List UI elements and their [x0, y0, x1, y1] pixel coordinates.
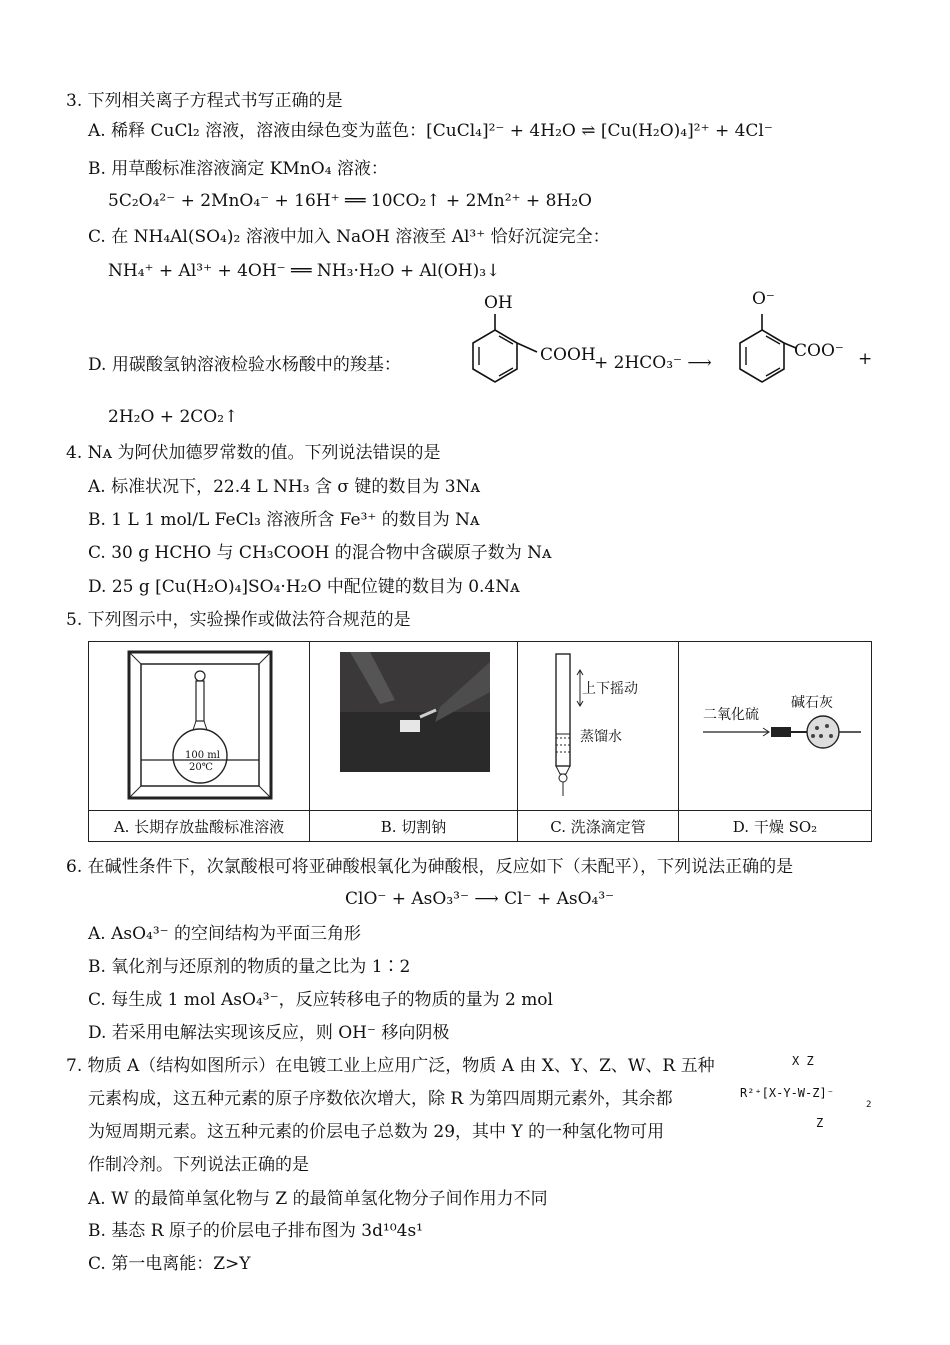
q3-option-a: A. 稀释 CuCl₂ 溶液，溶液由绿色变为蓝色：[CuCl₄]²⁻ + 4H₂O ⇌ [Cu(H₂O)₄]²⁺ + 4Cl⁻ [88, 121, 773, 141]
q5-figure-d [679, 642, 872, 811]
q5-figure-b [310, 642, 518, 811]
structure-bottom-atom: Z [816, 1116, 824, 1130]
burette-shake-label: 上下摇动 [582, 681, 638, 697]
burette-drawing [548, 650, 588, 800]
q6-stem: 6. 在碱性条件下，次氯酸根可将亚砷酸根氧化为砷酸根，反应如下（未配平），下列说法正确的是 [66, 857, 794, 877]
q7-stem-line3: 为短周期元素。这五种元素的价层电子总数为 29，其中 Y 的一种氢化物可用 [88, 1122, 665, 1142]
q5-stem: 5. 下列图示中，实验操作或做法符合规范的是 [66, 610, 411, 630]
burette-water-label: 蒸馏水 [580, 729, 622, 745]
q7-option-a: A. W 的最简单氢化物与 Z 的最简单氢化物分子间作用力不同 [88, 1189, 548, 1209]
q6-option-d: D. 若采用电解法实现该反应，则 OH⁻ 移向阴极 [88, 1023, 450, 1043]
q7-stem-line4: 作制冷剂。下列说法正确的是 [88, 1155, 309, 1175]
q4-option-a: A. 标准状况下，22.4 L NH₃ 含 σ 键的数目为 3Nᴀ [88, 477, 481, 497]
q3-option-d-products: 2H₂O + 2CO₂↑ [108, 407, 239, 427]
q7-stem-line2: 元素构成，这五种元素的原子序数依次增大，除 R 为第四周期元素外，其余都 [88, 1089, 673, 1109]
q6-option-c: C. 每生成 1 mol AsO₄³⁻，反应转移电子的物质的量为 2 mol [88, 990, 553, 1010]
q3-d-reagent: + 2HCO₃⁻ ⟶ [594, 353, 712, 373]
volumetric-flask-drawing [127, 650, 273, 800]
q4-option-c: C. 30 g HCHO 与 CH₃COOH 的混合物中含碳原子数为 Nᴀ [88, 543, 552, 563]
q5-caption-b: B. 切割钠 [310, 811, 518, 842]
q6-equation: ClO⁻ + AsO₃³⁻ ⟶ Cl⁻ + AsO₄³⁻ [345, 889, 615, 909]
q7-option-c: C. 第一电离能：Z>Y [88, 1254, 251, 1274]
structure-top-atoms: X Z [792, 1054, 814, 1068]
q4-option-d: D. 25 g [Cu(H₂O)₄]SO₄·H₂O 中配位键的数目为 0.4Nᴀ [88, 577, 520, 597]
salicylic-oh-label: OH [484, 293, 513, 313]
cutting-sodium-photo [340, 652, 490, 772]
q3-option-c: C. 在 NH₄Al(SO₄)₂ 溶液中加入 NaOH 溶液至 Al³⁺ 恰好沉淀完全： [88, 227, 610, 247]
q4-stem: 4. Nᴀ 为阿伏加德罗常数的值。下列说法错误的是 [66, 443, 441, 463]
flask-temp-label: 20℃ [189, 762, 213, 773]
salicylate-o-label: O⁻ [752, 289, 775, 309]
q3-option-b: B. 用草酸标准溶液滴定 KMnO₄ 溶液： [88, 159, 388, 179]
q3-option-b-equation: 5C₂O₄²⁻ + 2MnO₄⁻ + 16H⁺ ══ 10CO₂↑ + 2Mn²⁺ + 8H₂O [108, 191, 592, 211]
q3-d-plus: + [858, 349, 873, 369]
structure-subscript: 2 [866, 1100, 872, 1110]
salicylic-cooh-label: COOH [540, 345, 596, 365]
q3-stem: 3. 下列相关离子方程式书写正确的是 [66, 91, 343, 111]
q5-caption-c: C. 洗涤滴定管 [518, 811, 679, 842]
q5-caption-a: A. 长期存放盐酸标准溶液 [89, 811, 310, 842]
q7-stem-line1: 7. 物质 A（结构如图所示）在电镀工业上应用广泛，物质 A 由 X、Y、Z、W、R 五种 [66, 1056, 715, 1076]
q5-figure-table [88, 641, 872, 842]
q5-figure-a [89, 642, 310, 811]
salicylate-coo-label: COO⁻ [794, 341, 844, 361]
q5-caption-d: D. 干燥 SO₂ [679, 811, 872, 842]
q7-option-b: B. 基态 R 原子的价层电子排布图为 3d¹⁰4s¹ [88, 1221, 423, 1241]
q6-option-b: B. 氧化剂与还原剂的物质的量之比为 1∶2 [88, 957, 411, 977]
flask-volume-label: 100 ml [185, 750, 220, 761]
structure-main-chain: R²⁺[X-Y-W-Z]⁻ [740, 1086, 834, 1100]
q5-figure-c [518, 642, 679, 811]
soda-lime-label: 碱石灰 [791, 695, 833, 711]
q6-option-a: A. AsO₄³⁻ 的空间结构为平面三角形 [88, 924, 362, 944]
q4-option-b: B. 1 L 1 mol/L FeCl₃ 溶液所含 Fe³⁺ 的数目为 Nᴀ [88, 510, 480, 530]
q3-option-d: D. 用碳酸氢钠溶液检验水杨酸中的羧基： [88, 355, 401, 375]
drying-tube-drawing [699, 714, 869, 754]
q3-option-c-equation: NH₄⁺ + Al³⁺ + 4OH⁻ ══ NH₃·H₂O + Al(OH)₃↓ [108, 261, 501, 281]
so2-gas-label: 二氧化硫 [703, 707, 759, 723]
